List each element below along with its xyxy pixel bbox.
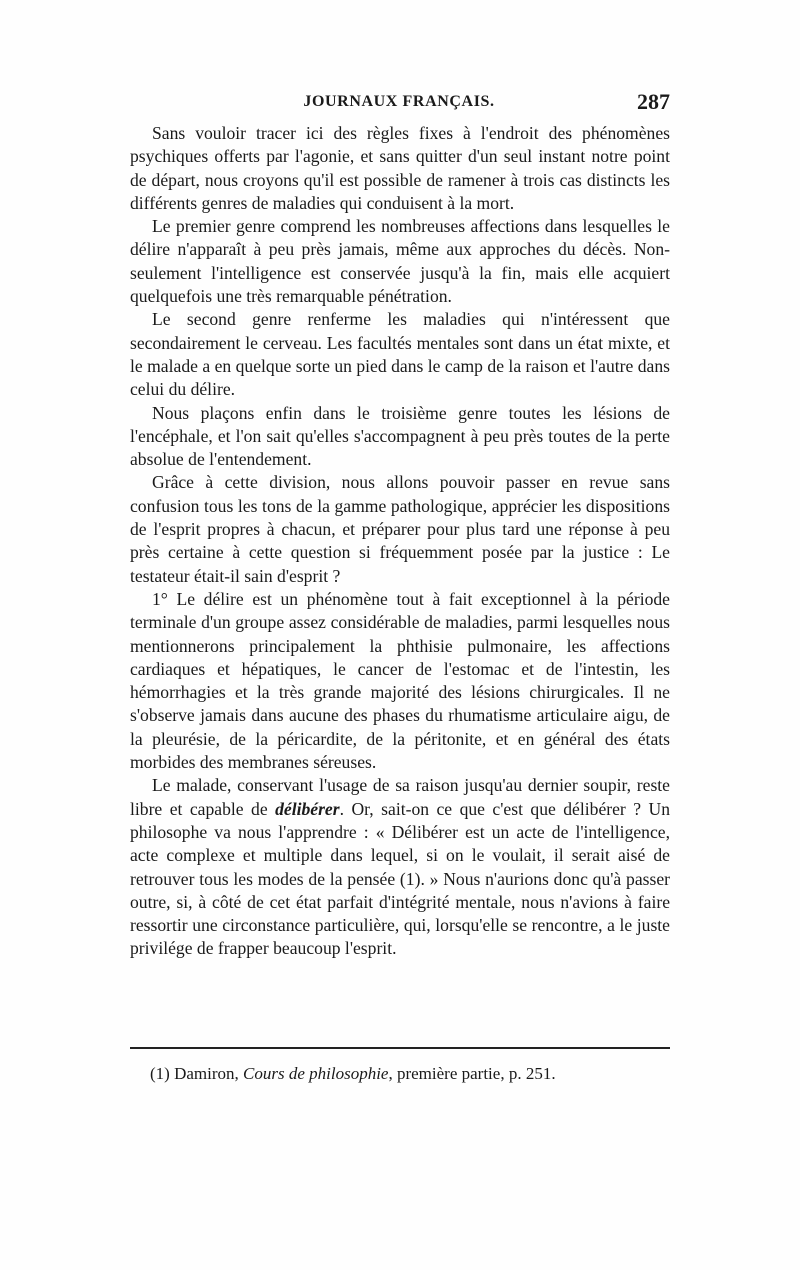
footnote-rest: , première partie, p. 251. (388, 1064, 556, 1083)
page-number: 287 (637, 89, 670, 114)
paragraph-division: Grâce à cette division, nous allons pouvoir passer en revue sans confusion tous les tons de la gamme pathologique, apprécier les dispositions de l'esprit propres à chacun, et préparer pour plus tard une réponse à peu près certaine à cette question si fréquemment posée par la justice : Le testateur était-il sain d'esprit ? (130, 472, 670, 586)
footnote-rule (130, 1047, 670, 1049)
paragraph-point-one: 1° Le délire est un phénomène tout à fait exceptionnel à la période terminale d'un groupe assez considérable de maladies, parmi lesquelles nous mentionnerons principalement la phthisie pulmonaire, les affections cardiaques et hépatiques, le cancer de l'estomac et de l'intestin, les hémorrhagies et la très grande majorité des lésions chirurgicales. Il ne s'observe jamais dans aucune des phases du rhumatisme articulaire aigu, de la pleurésie, de la péricardite, de la péritonite, et en général des états morbides des membranes séreuses. (130, 588, 670, 773)
emphasis-word: délibérer (275, 798, 340, 819)
running-head (128, 89, 670, 115)
paragraph-deliberer (130, 774, 670, 960)
paragraph-text: . Or, sait-on ce que c'est que délibérer ? Un philosophe va nous l'apprendre : « Délibérer est un acte de l'intelligence, acte complexe et multiple dans lequel, si on le voulait, il serait aisé de retrouver tous les modes de la pensée (1). » Nous n'aurions donc qu'à passer outre, si, à côté de cet état parfait d'intégrité mentale, nous n'avions à faire ressortir une circonstance particulière, qui, lorsqu'elle se rencontre, a le juste privilége de frapper beaucoup l'esprit. (130, 798, 671, 959)
footnote-marker: (1) Damiron, (150, 1064, 244, 1083)
paragraph-text: Le malade, conservant l'usage de sa raison jusqu'au dernier soupir, reste libre et capable de (130, 775, 670, 819)
paragraph-first-genre: Le premier genre comprend les nombreuses affections dans lesquelles le délire n'apparaît à peu près jamais, même aux approches du décès. Non-seulement l'intelligence est conservée jusqu'à la fin, mais elle acquiert quelquefois une très remarquable pénétration. (130, 216, 670, 307)
running-title: JOURNAUX FRANÇAIS. (303, 93, 495, 110)
footnote (150, 1063, 670, 1085)
paragraph-second-genre: Le second genre renferme les maladies qui n'intéressent que secondairement le cerveau. Les facultés mentales sont dans un état mixte, et le malade a en quelque sorte un pied dans le camp de la raison et l'autre dans celui du délire. (130, 309, 670, 400)
body-text (130, 122, 670, 961)
paragraph-intro: Sans vouloir tracer ici des règles fixes à l'endroit des phénomènes psychiques offerts par l'agonie, et sans quitter d'un seul instant notre point de départ, nous croyons qu'il est possible de ramener à trois cas distincts les différents genres de maladies qui conduisent à la mort. (130, 123, 670, 213)
paragraph-third-genre: Nous plaçons enfin dans le troisième genre toutes les lésions de l'encéphale, et l'on sait qu'elles s'accompagnent à peu près toutes de la perte absolue de l'entendement. (130, 402, 670, 470)
footnote-title: Cours de philosophie (243, 1064, 389, 1083)
